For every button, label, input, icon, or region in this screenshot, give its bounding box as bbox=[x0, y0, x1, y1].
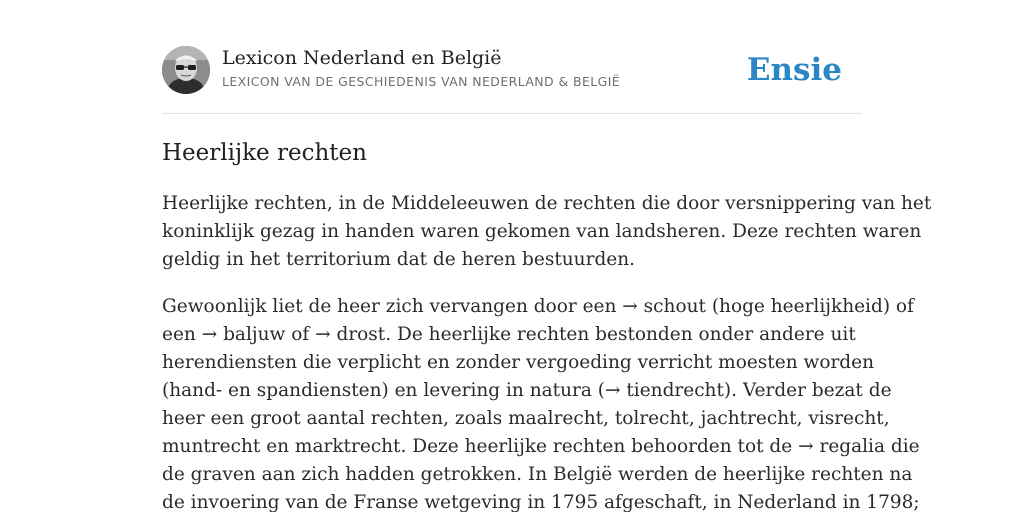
article-body bbox=[162, 190, 932, 512]
site-title[interactable]: Lexicon Nederland en België bbox=[222, 47, 502, 69]
paragraph-1 bbox=[162, 190, 932, 274]
site-subtitle[interactable]: LEXICON VAN DE GESCHIEDENIS VAN NEDERLAND & BELGIË bbox=[222, 74, 621, 89]
person-with-glasses-avatar-icon bbox=[162, 46, 210, 94]
text-line: Gewoonlijk liet de heer zich vervangen door een → schout (hoge heerlijkheid) of bbox=[162, 296, 914, 317]
text-line: herendiensten die verplicht en zonder vergoeding verricht moesten worden bbox=[162, 352, 875, 373]
author-avatar[interactable] bbox=[162, 46, 210, 94]
text-line: de invoering van de Franse wetgeving in 1795 afgeschaft, in Nederland in 1798; bbox=[162, 492, 920, 512]
text-line: de graven aan zich hadden getrokken. In België werden de heerlijke rechten na bbox=[162, 464, 913, 485]
text-line: Heerlijke rechten, in de Middeleeuwen de rechten die door versnippering van het bbox=[162, 193, 932, 214]
header-divider bbox=[162, 113, 862, 114]
article-title: Heerlijke rechten bbox=[162, 140, 367, 166]
paragraph-2 bbox=[162, 293, 920, 512]
ensie-logo-link[interactable]: Ensie bbox=[746, 52, 842, 88]
text-line: geldig in het territorium dat de heren bestuurden. bbox=[162, 249, 636, 270]
text-line: een → baljuw of → drost. De heerlijke rechten bestonden onder andere uit bbox=[162, 324, 856, 345]
text-line: (hand- en spandiensten) en levering in natura (→ tiendrecht). Verder bezat de bbox=[162, 380, 892, 401]
text-line: muntrecht en marktrecht. Deze heerlijke rechten behoorden tot de → regalia die bbox=[162, 436, 920, 457]
text-line: koninklijk gezag in handen waren gekomen van landsheren. Deze rechten waren bbox=[162, 221, 922, 242]
site-header bbox=[162, 46, 862, 96]
text-line: heer een groot aantal rechten, zoals maalrecht, tolrecht, jachtrecht, visrecht, bbox=[162, 408, 890, 429]
